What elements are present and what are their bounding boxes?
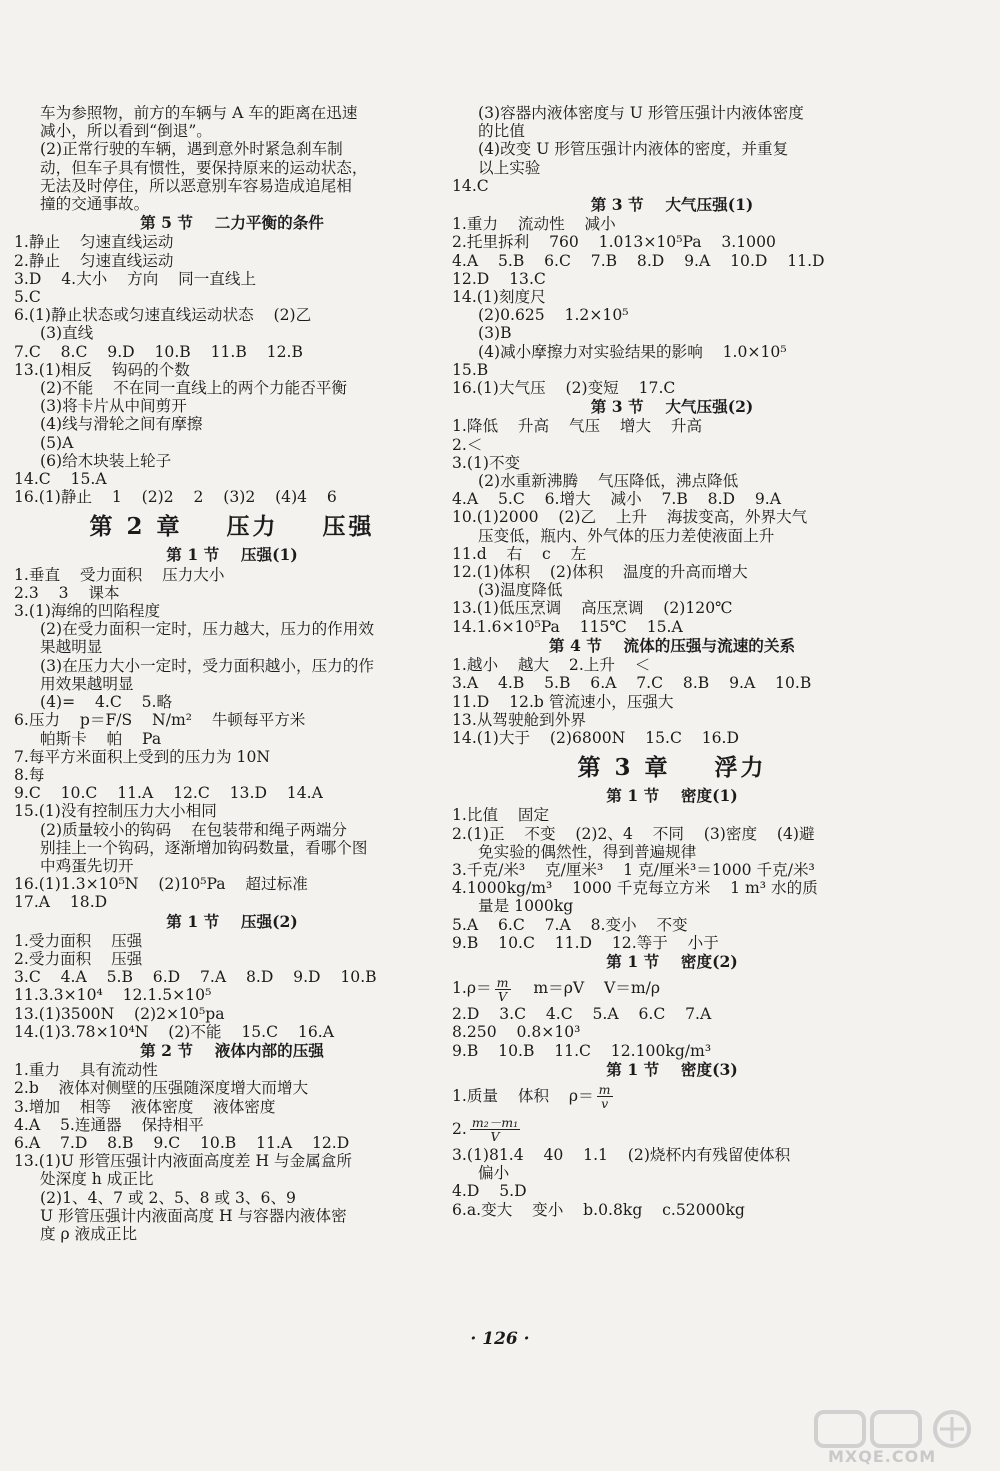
answer-line: (3)将卡片从中间剪开 [40, 397, 187, 416]
answer-line: 12.D 13.C [452, 269, 546, 288]
section-heading: 第 1 节 密度(3) [606, 1060, 738, 1079]
answer-line: 2.静止 匀速直线运动 [14, 251, 174, 270]
answer-line: 12.(1)体积 (2)体积 温度的升高而增大 [452, 563, 748, 582]
formula-line [452, 972, 892, 1005]
answer-line: 16.(1)大气压 (2)变短 17.C [452, 379, 676, 398]
answer-line: (2)水重新沸腾 气压降低，沸点降低 [478, 472, 739, 491]
fraction-denominator: V [498, 988, 508, 1004]
answer-line: U 形管压强计内液面高度 H 与容器内液体密 [40, 1206, 347, 1225]
answer-line: 2.3 3 课本 [14, 583, 120, 602]
answer-line: 撞的交通事故。 [40, 195, 150, 214]
fraction-numerator: m [496, 974, 509, 990]
section-heading: 第 1 节 密度(2) [606, 952, 738, 971]
page-number: · 126 · [470, 1329, 530, 1349]
answer-line: 1.静止 匀速直线运动 [14, 233, 174, 252]
answer-line: 16.(1)1.3×10⁵N (2)10⁵Pa 超过标准 [14, 875, 308, 894]
answer-line: 8.250 0.8×10³ [452, 1023, 581, 1042]
answer-line: 2.托里拆利 760 1.013×10⁵Pa 3.1000 [452, 233, 776, 252]
answer-line: (4)= 4.C 5.略 [40, 693, 173, 712]
answer-line: 16.(1)静止 1 (2)2 2 (3)2 (4)4 6 [14, 488, 337, 507]
answer-line: 压变低，瓶内、外气体的压力差使液面上升 [478, 526, 775, 545]
answer-line: 果越明显 [40, 638, 103, 657]
answer-line: 2.受力面积 压强 [14, 949, 143, 968]
right-column [452, 104, 892, 1219]
answer-line: (3)直线 [40, 324, 94, 343]
answer-line: 8.每 [14, 765, 45, 784]
answer-line: 1.比值 固定 [452, 806, 550, 825]
left-column [14, 104, 450, 1243]
answer-line: 11.D 12.b 管流速小，压强大 [452, 692, 674, 711]
section-heading: 第 3 节 大气压强(1) [590, 196, 754, 215]
answer-line: 量是 1000kg [478, 897, 574, 916]
answer-line: 减小，所以看到“倒退”。 [40, 122, 212, 141]
answer-line: 偏小 [478, 1164, 510, 1183]
answer-line: 1.重力 流动性 减小 [452, 215, 616, 234]
answer-line: 1.受力面积 压强 [14, 931, 143, 950]
answer-line: (4)线与滑轮之间有摩擦 [40, 415, 203, 434]
answer-line: 9.B 10.B 11.C 12.100kg/m³ [452, 1041, 712, 1060]
fraction-numerator: m [598, 1082, 611, 1098]
answer-line: 4.A 5.连通器 保持相平 [14, 1115, 204, 1134]
answer-line: 1.垂直 受力面积 压力大小 [14, 565, 225, 584]
answer-line: 9.C 10.C 11.A 12.C 13.D 14.A [14, 784, 323, 803]
answer-line: 6.a.变大 变小 b.0.8kg c.52000kg [452, 1200, 745, 1219]
chapter-heading: 第 2 章 压力 压强 [89, 513, 375, 541]
answer-line: (2)在受力面积一定时，压力越大，压力的作用效 [40, 620, 374, 639]
answer-line: 1.越小 越大 2.上升 ＜ [452, 656, 651, 675]
answer-line: 无法及时停住，所以恶意别车容易造成追尾相 [40, 176, 352, 195]
answer-line: 帕斯卡 帕 Pa [40, 729, 162, 748]
chapter-heading: 第 3 章 浮力 [577, 754, 767, 782]
answer-line: 3.千克/米³ 克/厘米³ 1 克/厘米³＝1000 千克/米³ [452, 860, 815, 879]
section-heading: 第 1 节 密度(1) [606, 787, 738, 806]
fraction [495, 976, 511, 1003]
answer-line: 3.(1)海绵的凹陷程度 [14, 602, 161, 621]
answer-line: (3)容器内液体密度与 U 形管压强计内液体密度 [478, 104, 804, 122]
answer-line: 13.(1)低压烹调 高压烹调 (2)120℃ [452, 599, 733, 618]
answer-line: (4)减小摩擦力对实验结果的影响 1.0×10⁵ [478, 342, 787, 361]
answer-line: 10.(1)2000 (2)乙 上升 海拔变高，外界大气 [452, 508, 808, 527]
answer-line: 的比值 [478, 122, 525, 141]
answer-line: (2)1、4、7 或 2、5、8 或 3、6、9 [40, 1188, 296, 1207]
answer-line: 4.A 5.C 6.增大 减小 7.B 8.D 9.A [452, 490, 782, 509]
answer-line: (5)A [40, 433, 74, 452]
section-heading: 第 3 节 大气压强(2) [590, 398, 754, 417]
answer-line: 6.压力 p＝F/S N/m² 牛顿每平方米 [14, 711, 306, 730]
answer-line: (2)质量较小的钩码 在包装带和绳子两端分 [40, 820, 348, 839]
formula-prefix: 1.质量 体积 ρ＝ [452, 1086, 594, 1105]
answer-line: 4.A 5.B 6.C 7.B 8.D 9.A 10.D 11.D [452, 251, 825, 270]
answer-line: 13.从驾驶舱到外界 [452, 710, 586, 729]
answer-line: 免实验的偶然性，得到普遍规律 [478, 842, 697, 861]
answer-line: (6)给木块装上轮子 [40, 451, 172, 470]
formula-prefix: 2. [452, 1119, 467, 1138]
answer-line: 1.重力 具有流动性 [14, 1061, 158, 1080]
answer-line: 1.降低 升高 气压 增大 升高 [452, 417, 703, 436]
answer-line: (2)0.625 1.2×10⁵ [478, 306, 629, 325]
answer-line: 9.B 10.C 11.D 12.等于 小于 [452, 933, 719, 952]
watermark-text: MXQE.COM [828, 1447, 937, 1466]
answer-line: 14.C 15.A [14, 470, 107, 489]
answer-line: 处深度 h 成正比 [40, 1170, 154, 1189]
formula-prefix: 1.ρ＝ [452, 979, 492, 998]
section-heading: 第 5 节 二力平衡的条件 [140, 214, 324, 233]
fraction-denominator: v [601, 1096, 609, 1112]
answer-line: 3.增加 相等 液体密度 液体密度 [14, 1097, 276, 1116]
answer-line: (3)温度降低 [478, 581, 563, 600]
answer-line: (4)改变 U 形管压强计内液体的密度，并重复 [478, 140, 789, 159]
answer-line: 13.(1)相反 钩码的个数 [14, 360, 190, 379]
answer-line: 11.3.3×10⁴ 12.1.5×10⁵ [14, 986, 212, 1005]
answer-line: 度 ρ 液成正比 [40, 1224, 138, 1243]
fraction-denominator: V [490, 1129, 500, 1145]
answer-line: 车为参照物，前方的车辆与 A 车的距离在迅速 [40, 104, 358, 122]
answer-line: 2.(1)正 不变 (2)2、4 不同 (3)密度 (4)避 [452, 824, 815, 843]
answer-line: 14.(1)大于 (2)6800N 15.C 16.D [452, 728, 740, 747]
answer-line: 中鸡蛋先切开 [40, 856, 134, 875]
answer-line: (3)B [478, 324, 512, 343]
answer-line: 15.(1)没有控制压力大小相同 [14, 802, 217, 821]
answer-line: 2.b 液体对侧壁的压强随深度增大而增大 [14, 1079, 309, 1098]
answer-line: 13.(1)U 形管压强计内液面高度差 H 与金属盒所 [14, 1152, 352, 1171]
answer-line: 6.A 7.D 8.B 9.C 10.B 11.A 12.D [14, 1133, 350, 1152]
answer-line: 14.1.6×10⁵Pa 115℃ 15.A [452, 617, 683, 636]
answer-line: 用效果越明显 [40, 674, 134, 693]
answer-line: 2.＜ [452, 435, 483, 454]
section-heading: 第 4 节 流体的压强与流速的关系 [548, 636, 796, 655]
formula-suffix: m＝ρV V＝m/ρ [513, 979, 661, 998]
answer-line: 以上实验 [478, 158, 541, 177]
section-heading: 第 2 节 液体内部的压强 [140, 1041, 324, 1060]
section-heading: 第 1 节 压强(1) [166, 546, 298, 565]
answer-line: 14.(1)刻度尺 [452, 288, 546, 307]
answer-line: 11.d 右 c 左 [452, 544, 587, 563]
answer-line: (2)正常行驶的车辆，遇到意外时紧急刹车制 [40, 140, 343, 159]
answer-line: 5.C [14, 288, 41, 307]
answer-line: 7.C 8.C 9.D 10.B 11.B 12.B [14, 342, 303, 361]
answer-line: 别挂上一个钩码，逐渐增加钩码数量，看哪个图 [40, 838, 368, 857]
answer-line: 3.(1)不变 [452, 453, 521, 472]
answer-line: 3.D 4.大小 方向 同一直线上 [14, 269, 257, 288]
answer-line: 14.C [452, 176, 489, 195]
answer-line: (2)不能 不在同一直线上的两个力能否平衡 [40, 379, 348, 398]
answer-line: 15.B [452, 360, 489, 379]
answer-line: 3.C 4.A 5.B 6.D 7.A 8.D 9.D 10.B [14, 968, 377, 987]
answer-line: 动，但车子具有惯性，要保持原来的运动状态， [40, 158, 368, 177]
answer-line: 14.(1)3.78×10⁴N (2)不能 15.C 16.A [14, 1022, 334, 1041]
answer-line: 7.每平方米面积上受到的压力为 10N [14, 747, 271, 766]
answer-line: 13.(1)3500N (2)2×10⁵pa [14, 1004, 225, 1023]
fraction-numerator: m₂－m₁ [471, 1115, 519, 1131]
answer-line: 17.A 18.D [14, 893, 108, 912]
answer-line: 6.(1)静止状态或匀速直线运动状态 (2)乙 [14, 306, 312, 325]
formula-line [452, 1080, 892, 1113]
answer-line: 5.A 6.C 7.A 8.变小 不变 [452, 915, 688, 934]
answer-line: 2.D 3.C 4.C 5.A 6.C 7.A [452, 1005, 712, 1024]
fraction [597, 1083, 613, 1110]
section-heading: 第 1 节 压强(2) [166, 912, 298, 931]
answer-line: 3.(1)81.4 40 1.1 (2)烧杯内有残留使体积 [452, 1145, 791, 1164]
formula-line [452, 1113, 892, 1146]
answer-line: 4.D 5.D [452, 1182, 527, 1201]
fraction [470, 1116, 520, 1143]
answer-line: 4.1000kg/m³ 1000 千克每立方米 1 m³ 水的质 [452, 879, 818, 898]
answer-line: (3)在压力大小一定时，受力面积越小，压力的作 [40, 656, 374, 675]
answer-line: 3.A 4.B 5.B 6.A 7.C 8.B 9.A 10.B [452, 674, 812, 693]
